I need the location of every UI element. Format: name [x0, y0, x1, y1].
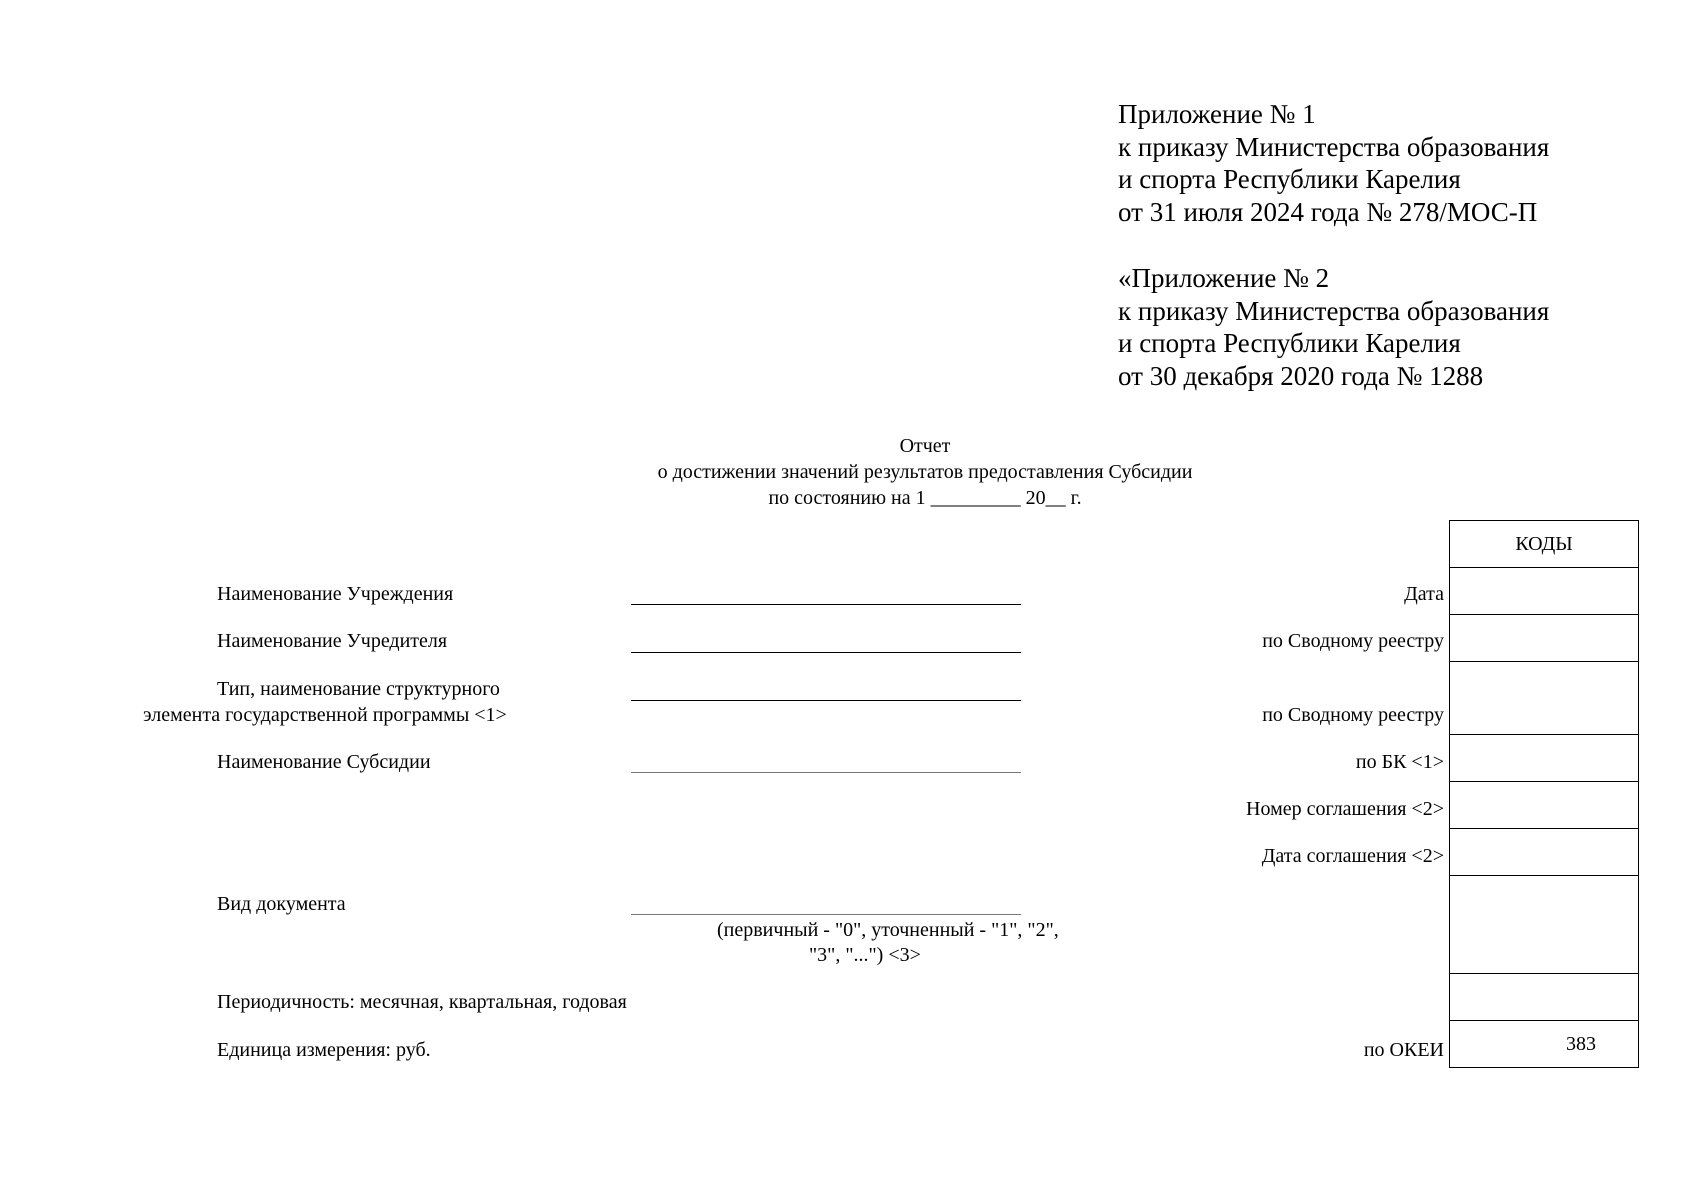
- codes-table-header: КОДЫ: [1450, 521, 1639, 568]
- doc-type-blank-line[interactable]: [631, 914, 1021, 915]
- appendix-2-header: [1118, 262, 1549, 392]
- code-cell-periodicity[interactable]: [1450, 974, 1639, 1021]
- code-cell-date[interactable]: [1450, 568, 1639, 615]
- registry-label-1: по Сводному реестру: [1262, 630, 1444, 652]
- agreement-number-label: Номер соглашения <2>: [1246, 798, 1444, 820]
- code-cell-bk[interactable]: [1450, 735, 1639, 782]
- appendix-2-line-2: к приказу Министерства образования: [1118, 295, 1550, 326]
- appendix-1-line-3: и спорта Республики Карелия: [1118, 164, 1461, 194]
- institution-label: Наименование Учреждения: [217, 583, 454, 605]
- report-title: Отчет: [899, 435, 951, 457]
- appendix-1-line-4: от 31 июля 2024 года № 278/МОС-П: [1118, 196, 1538, 227]
- okei-label: по ОКЕИ: [1363, 1039, 1444, 1061]
- registry-label-2: по Сводному реестру: [1262, 704, 1444, 726]
- founder-label: Наименование Учредителя: [217, 630, 448, 652]
- agreement-date-label: Дата соглашения <2>: [1261, 845, 1444, 867]
- report-date-line: по состоянию на 1 _________ 20__ г.: [768, 487, 1082, 509]
- program-element-label-line-2: элемента государственной программы <1>: [143, 704, 507, 726]
- program-element-blank-line[interactable]: [631, 700, 1021, 701]
- subsidy-blank-line[interactable]: [631, 772, 1021, 773]
- bk-label: по БК <1>: [1355, 751, 1444, 773]
- appendix-1-line-2: к приказу Министерства образования: [1118, 131, 1550, 162]
- appendix-1-header: [1118, 98, 1549, 228]
- doc-type-label: Вид документа: [217, 893, 346, 915]
- subsidy-label: Наименование Субсидии: [217, 751, 431, 773]
- code-cell-okei[interactable]: 383: [1450, 1021, 1639, 1068]
- appendix-1-line-1: Приложение № 1: [1118, 99, 1316, 129]
- code-cell-registry-2[interactable]: [1450, 662, 1639, 735]
- code-cell-agreement-number[interactable]: [1450, 782, 1639, 829]
- program-element-label-line-1: Тип, наименование структурного: [217, 678, 500, 700]
- periodicity-label: Периодичность: месячная, квартальная, годовая: [217, 991, 627, 1013]
- date-label: Дата: [1404, 583, 1444, 605]
- code-cell-registry-1[interactable]: [1450, 615, 1639, 662]
- doc-type-hint-line-2: "3", "...") <3>: [809, 944, 921, 966]
- code-cell-agreement-date[interactable]: [1450, 829, 1639, 876]
- unit-label: Единица измерения: руб.: [217, 1039, 431, 1061]
- code-cell-doc-type[interactable]: [1450, 876, 1639, 974]
- doc-type-hint-line-1: (первичный - "0", уточненный - "1", "2",: [717, 919, 1059, 941]
- report-subtitle: о достижении значений результатов предоставления Субсидии: [657, 461, 1193, 483]
- founder-blank-line[interactable]: [631, 652, 1021, 653]
- institution-blank-line[interactable]: [631, 604, 1021, 605]
- appendix-2-line-3: и спорта Республики Карелия: [1118, 328, 1461, 358]
- appendix-2-line-4: от 30 декабря 2020 года № 1288: [1118, 360, 1484, 391]
- appendix-2-line-1: «Приложение № 2: [1118, 263, 1330, 293]
- codes-table: [1449, 520, 1639, 1068]
